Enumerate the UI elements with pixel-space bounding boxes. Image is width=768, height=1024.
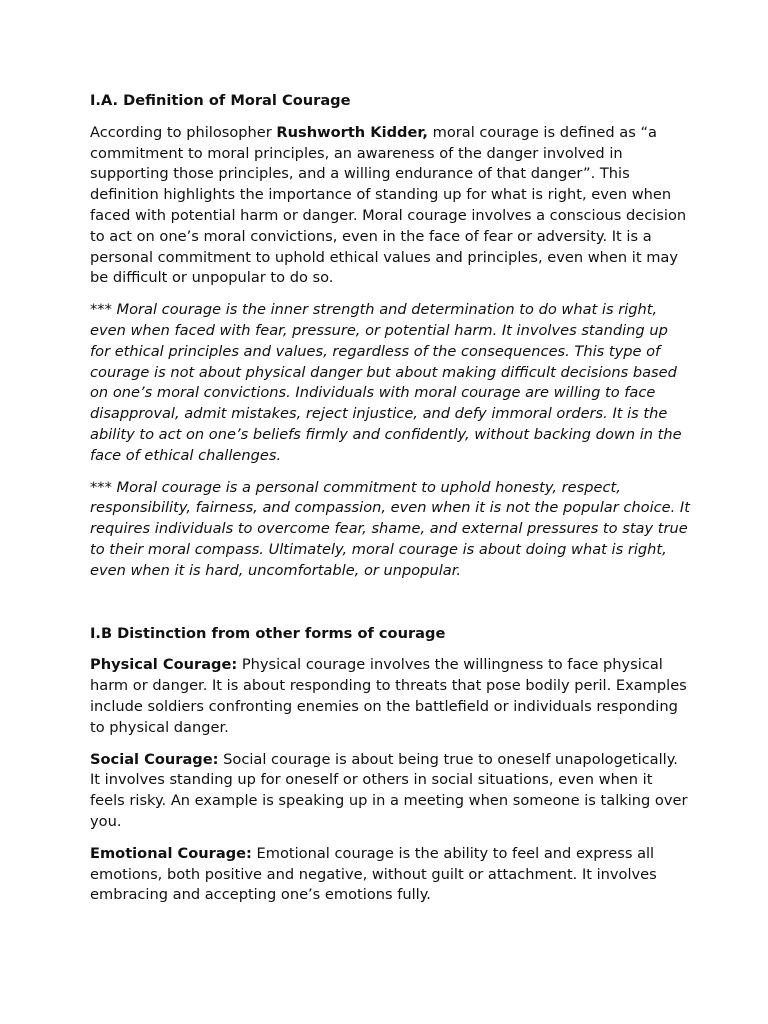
intro-paragraph xyxy=(90,123,690,289)
social-courage-paragraph xyxy=(90,750,690,833)
section-b-heading: I.B Distinction from other forms of courage xyxy=(90,624,446,642)
section-a-heading: I.A. Definition of Moral Courage xyxy=(90,92,351,109)
physical-courage-paragraph xyxy=(90,655,690,738)
social-courage-term: Social Courage: xyxy=(90,750,219,768)
section-spacer xyxy=(90,593,690,624)
physical-courage-text: Physical courage involves the willingness to face physical harm or danger. It is about responding to threats that pose bodily peril. Examples include soldiers confronting enemies on the battlefield or individuals responding to physical danger. xyxy=(90,656,687,736)
note-paragraph-1: *** Moral courage is the inner strength and determination to do what is right, even when faced with fear, pressure, or potential harm. It involves standing up for ethical principles and values, regardless of the consequences. This type of courage is not about physical danger but about making difficult decisions based on one’s moral convictions. Individuals with moral courage are willing to face disapproval, admit mistakes, reject injustice, and defy immoral orders. It is the ability to act on one’s beliefs firmly and confidently, without backing down in the face of ethical challenges. xyxy=(90,301,682,464)
intro-prefix: According to philosopher xyxy=(90,123,277,141)
document-page xyxy=(90,91,690,917)
emotional-courage-term: Emotional Courage: xyxy=(90,844,252,862)
physical-courage-term: Physical Courage: xyxy=(90,656,238,674)
note-paragraph-2: *** Moral courage is a personal commitment to uphold honesty, respect, responsibility, fairness, and compassion, even when it is not the popular choice. It requires individuals to overcome fear, shame, and external pressures to stay true to their moral compass. Ultimately, moral courage is about doing what is right, even when it is hard, uncomfortable, or unpopular. xyxy=(90,478,690,579)
emotional-courage-paragraph xyxy=(90,844,690,906)
social-courage-text: Social courage is about being true to oneself unapologetically. It involves standing up for oneself or others in social situations, even when it feels risky. An example is speaking up in a meeting when someone is talking over you. xyxy=(90,750,688,830)
emotional-courage-text: Emotional courage is the ability to feel and express all emotions, both positive and negative, without guilt or attachment. It involves embracing and accepting one’s emotions fully. xyxy=(90,844,657,904)
intro-rest: moral courage is defined as “a commitment to moral principles, an awareness of the danger involved in supporting those principles, and a willing endurance of that danger”. This definition highlights the importance of standing up for what is right, even when faced with potential harm or danger. Moral courage involves a conscious decision to act on one’s moral convictions, even in the face of fear or adversity. It is a personal commitment to uphold ethical values and principles, even when it may be difficult or unpopular to do so. xyxy=(90,123,687,287)
philosopher-name: Rushworth Kidder, xyxy=(276,123,428,141)
